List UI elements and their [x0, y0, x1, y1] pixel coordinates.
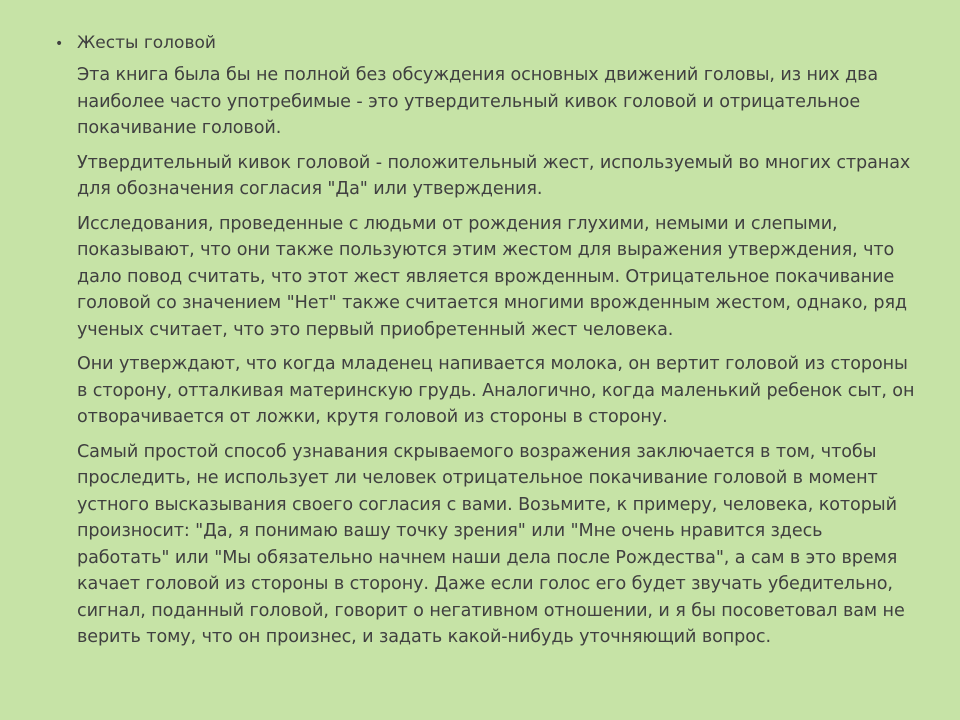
- paragraph-1: Эта книга была бы не полной без обсуждения основных движений головы, из них два наиболее часто употребимые - это утвердительный кивок головой и отрицательное покачивание головой.: [77, 65, 879, 138]
- bullet-heading: [55, 31, 915, 56]
- paragraph-2: Утвердительный кивок головой - положительный жест, используемый во многих странах для обозначения согласия "Да" или утверждения.: [77, 152, 911, 199]
- paragraph-3: Исследования, проведенные с людьми от рождения глухими, немыми и слепыми, показывают, что они также пользуются этим жестом для выражения утверждения, что дало повод считать, что этот жест является врожденным. Отрицательное покачивание головой со значением "Нет" также считается многими врожденным жестом, однако, ряд ученых считает, что это первый приобретенный жест человека.: [77, 213, 907, 340]
- slide-heading: Жесты головой: [77, 33, 216, 53]
- paragraph-4: Они утверждают, что когда младенец напивается молока, он вертит головой из стороны в сторону, отталкивая материнскую грудь. Аналогично, когда маленький ребенок сыт, он отворачивается от ложки, крутя головой из стороны в сторону.: [77, 354, 915, 427]
- bullet-icon: •: [55, 36, 64, 52]
- paragraph-5: Самый простой способ узнавания скрываемого возражения заключается в том, чтобы проследить, не использует ли человек отрицательное покачивание головой в момент устного высказывания своего согласия с вами. Возьмите, к примеру, человека, который произносит: "Да, я понимаю вашу точку зрения" или "Мне очень нравится здесь работать" или "Мы обязательно начнем наши дела после Рождества", а сам в это время качает головой из стороны в сторону. Даже если голос его будет звучать убедительно, сигнал, поданный головой, говорит о негативном отношении, и я бы посоветовал вам не верить тому, что он произнес, и задать какой-нибудь уточняющий вопрос.: [77, 441, 905, 647]
- slide-content: [55, 31, 915, 651]
